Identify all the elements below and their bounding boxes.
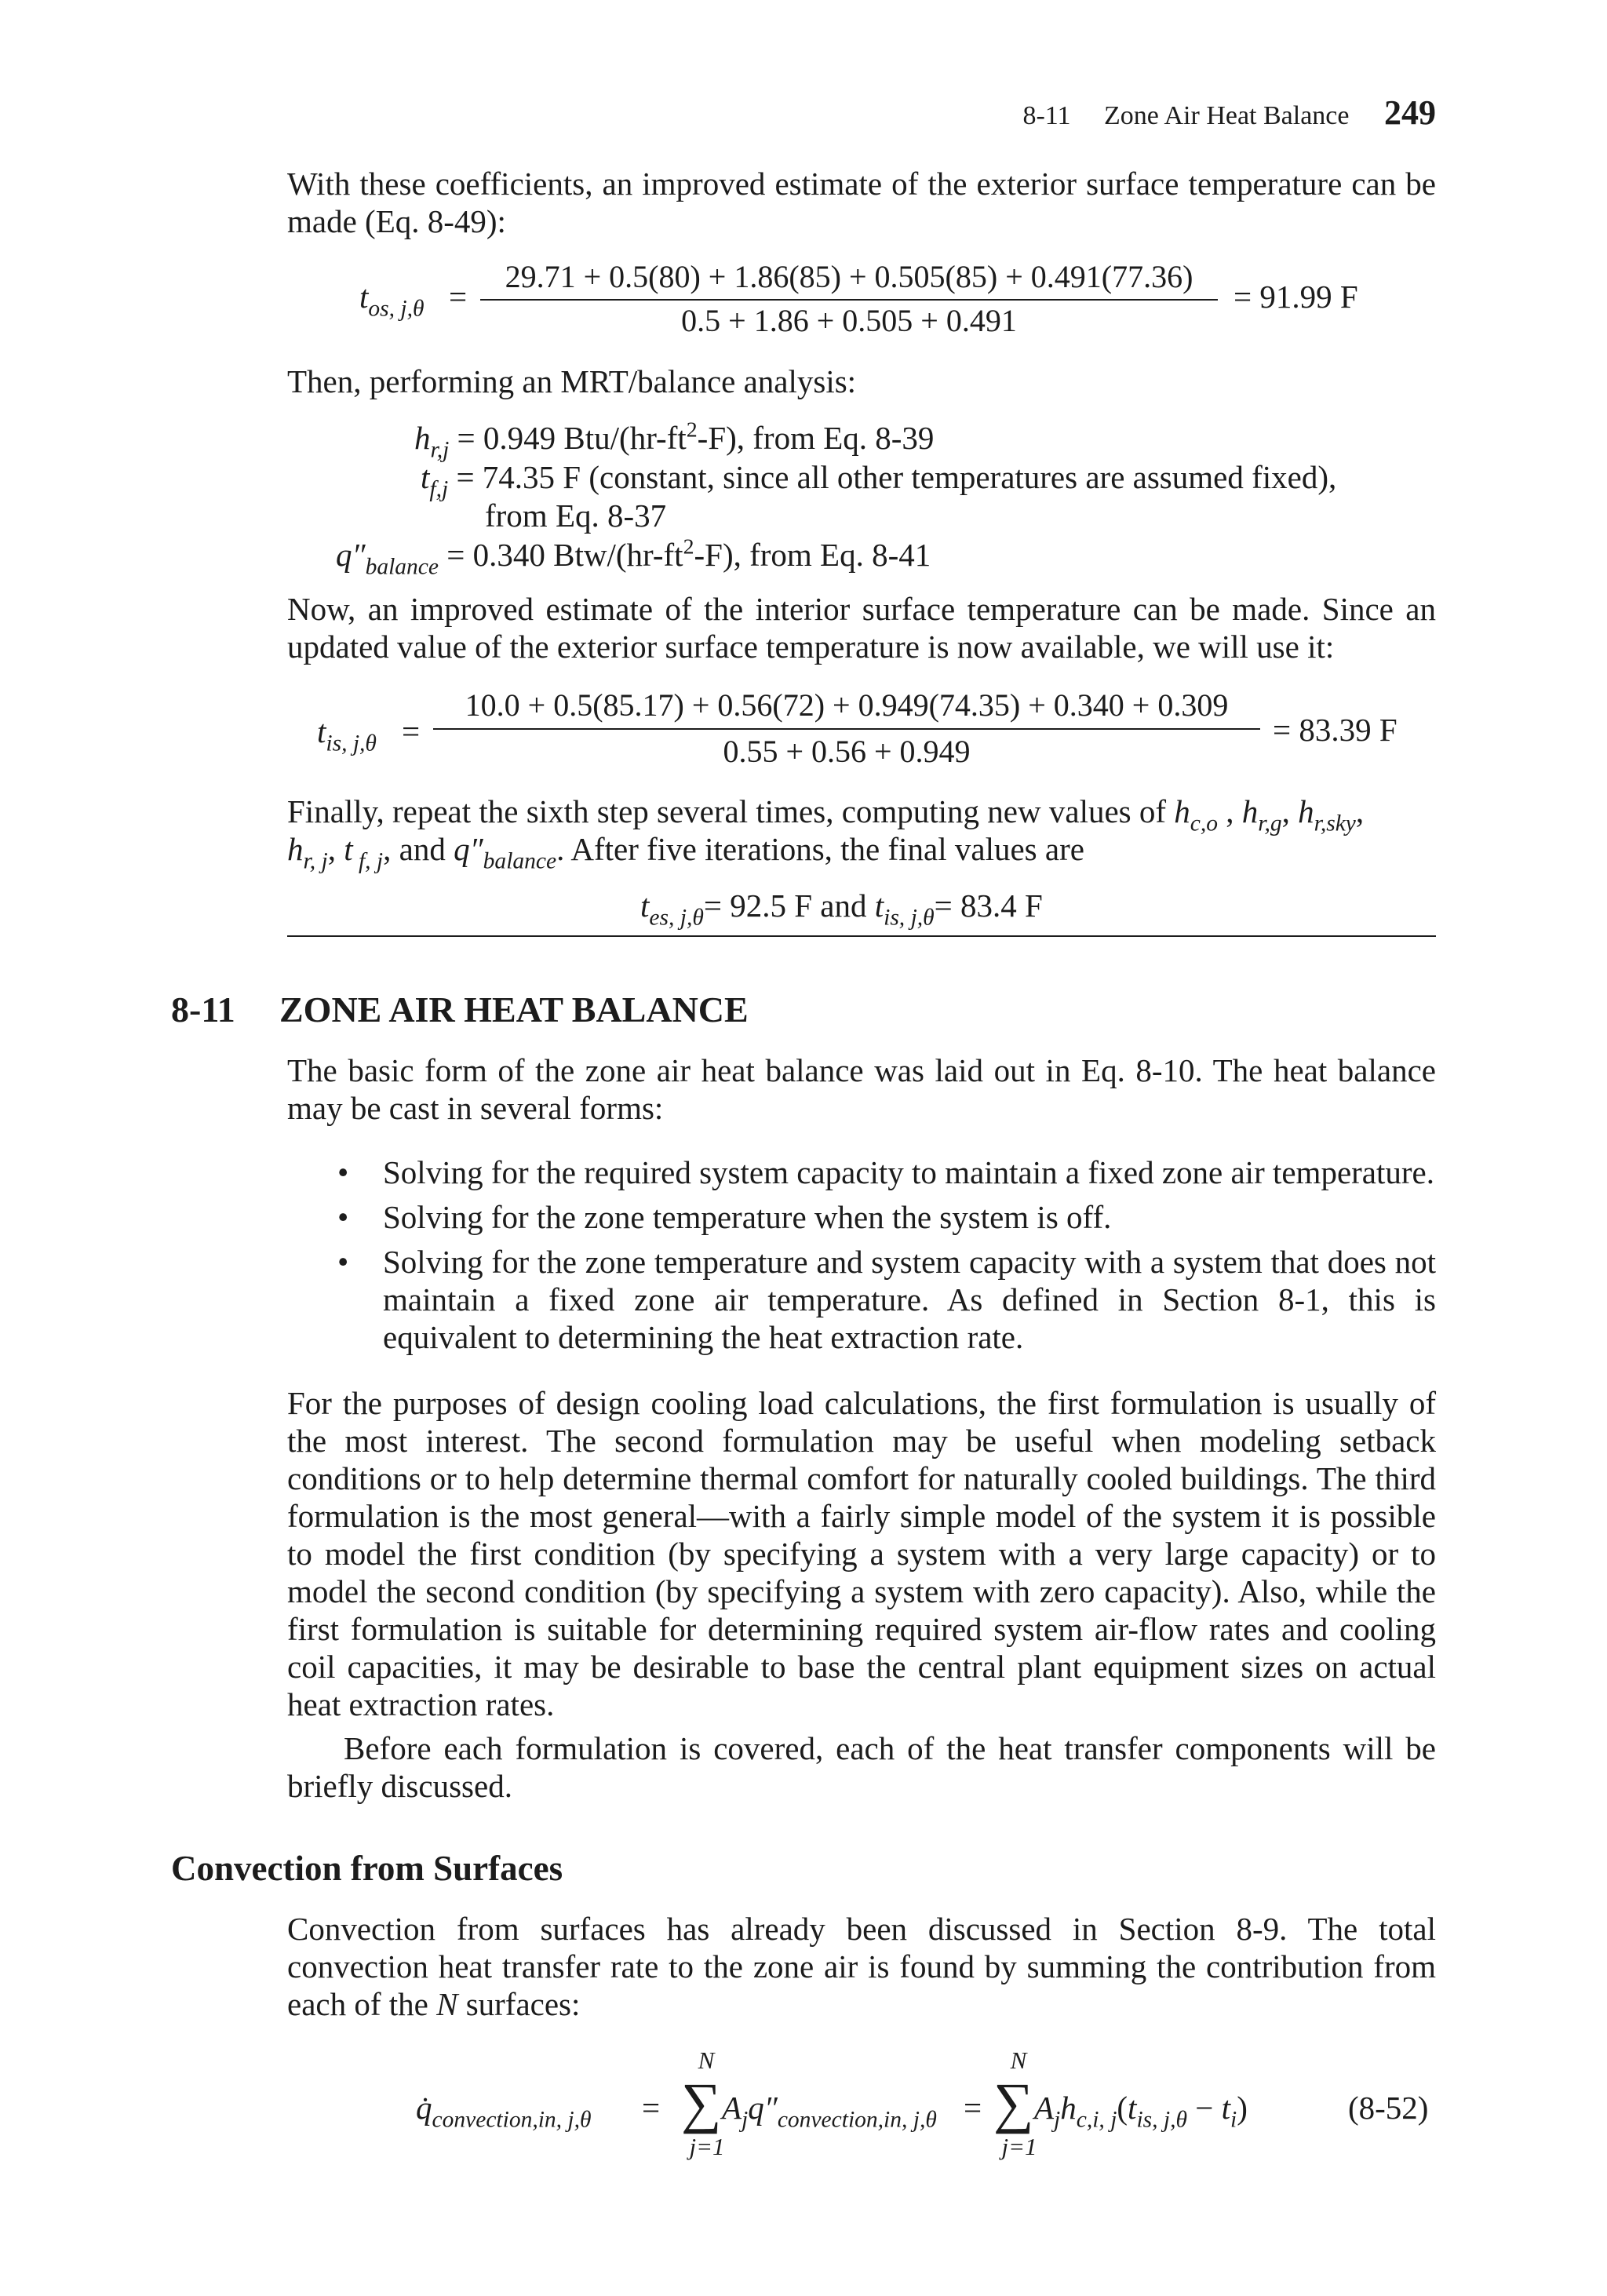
section-number: 8-11 [171,989,235,1030]
eq-tos-equals: = [449,279,468,315]
sum-upper-limit: N [1010,2046,1027,2074]
convection-paragraph: Convection from surfaces has already been discussed in Section 8-9. The total convection heat transfer rate to the zone air is found by summing the contribution from each of the N surfaces: [287,1911,1436,2022]
running-header [1022,93,1436,133]
finally-paragraph: Finally, repeat the sixth step several times, computing new values of $h_{c,o}$ , $h_{r,g}$, $h_{r,sky}$, $h_{r, j}$, t $_{f, j}$, and $q''_{balance}$. After five iterations, the final values are [287,793,1365,874]
bullet-list [337,1153,1436,1363]
eq-tis-lhs: $t_{is, j,\theta}$ [317,713,377,756]
section-title: ZONE AIR HEAT BALANCE [279,989,749,1030]
example-intro: With these coefficients, an improved estimate of the exterior surface temperature can be made (Eq. 8-49): [287,166,1436,239]
eq-852-equals-1: = [642,2090,661,2126]
eq-tos-result: = 91.99 F [1233,279,1358,315]
example-end-rule [287,935,1436,937]
sum-lower-limit: j=1 [1001,2133,1037,2160]
sum-upper-limit: N [698,2046,715,2074]
page-number: 249 [1384,93,1436,132]
improved-interior-paragraph: Now, an improved estimate of the interior surface temperature can be made. Since an updated value of the exterior surface temperature is now available, we will use it: [287,591,1436,665]
section-intro: The basic form of the zone air heat balance was laid out in Eq. 8-10. The heat balance may be cast in several forms: [287,1052,1436,1126]
mrt-line-qbalance: $q''_{balance} = 0.340$ Btw/$(hr-ft^2-F)$, from Eq. 8-41 [336,534,931,580]
final-values: $t_{es, j,\theta}= 92.5$ F and $t_{is, j,\theta}= 83.4$ F [640,887,1043,931]
sigma-icon: ∑ [993,2072,1034,2134]
fraction-bar [433,728,1260,730]
eq-tis-numerator: 10.0 + 0.5(85.17) + 0.56(72) + 0.949(74.35) + 0.340 + 0.309 [465,687,1229,723]
eq-852-lhs: $q̇_{convection,in, j,\theta}$ [416,2090,592,2133]
subsection-title: Convection from Surfaces [171,1849,563,1888]
eq-852-term-1: $A_jq''_{convection,in, j,\theta}$ [722,2090,937,2133]
header-section-title: Zone Air Heat Balance [1104,101,1350,130]
eq-tos-numerator: 29.71 + 0.5(80) + 1.86(85) + 0.505(85) + 0.491(77.36) [505,259,1193,294]
list-item: • Solving for the required system capacity to maintain a fixed zone air temperature. [337,1154,1434,1190]
mrt-intro: Then, performing an MRT/balance analysis: [287,363,857,399]
sigma-icon: ∑ [681,2072,722,2134]
eq-tos-denominator: 0.5 + 1.86 + 0.505 + 0.491 [681,303,1017,338]
equation-number: (8-52) [1348,2090,1429,2126]
sum-lower-limit: j=1 [689,2133,725,2160]
eq-852-equals-2: = [964,2090,982,2126]
mrt-line-tf-cont: from Eq. 8-37 [485,497,667,534]
before-each-paragraph: Before each formulation is covered, each of the heat transfer components will be briefly discussed. [287,1730,1436,1804]
eq-tos-lhs: $t_{os, j,\theta}$ [359,279,425,322]
list-item: • Solving for the zone temperature and system capacity with a system that does not maintain a fixed zone air temperature. As defined in Section 8-1, this is equivalent to determining the heat extraction rate. [337,1244,1436,1355]
eq-tis-denominator: 0.55 + 0.56 + 0.949 [723,734,971,769]
eq-852-term-2: $A_jh_{c,i, j}(t_{is, j,\theta} - t_i)$ [1034,2090,1248,2133]
list-item: • Solving for the zone temperature when the system is off. [337,1199,1112,1235]
mrt-line-tf: $t_{f,j} = 74.35$ F (constant, since all other temperatures are assumed fixed), [421,459,1337,502]
eq-tis-result: = 83.39 F [1273,712,1397,748]
header-section-ref: 8-11 [1022,101,1071,130]
fraction-bar [480,299,1218,301]
mrt-line-hr: $h_{r,j} = 0.949$ Btu/$(hr-ft^2-F)$, from Eq. 8-39 [414,417,935,463]
eq-tis-equals: = [402,713,421,749]
formulation-paragraph: For the purposes of design cooling load calculations, the first formulation is usually of the most interest. The second formulation may be useful when modeling setback conditions or to help determine thermal comfort for naturally cooled buildings. The third formulation is the most general—with a fairly simple model of the system it is possible to model the first condition (by specifying a system with a very large capacity) or to model the second condition (by specifying a system with zero capacity). Also, while the first formulation is suitable for determining required system air-flow rates and cooling coil capacities, it may be desirable to base the central plant equipment sizes on actual heat extraction rates. [287,1385,1436,1722]
